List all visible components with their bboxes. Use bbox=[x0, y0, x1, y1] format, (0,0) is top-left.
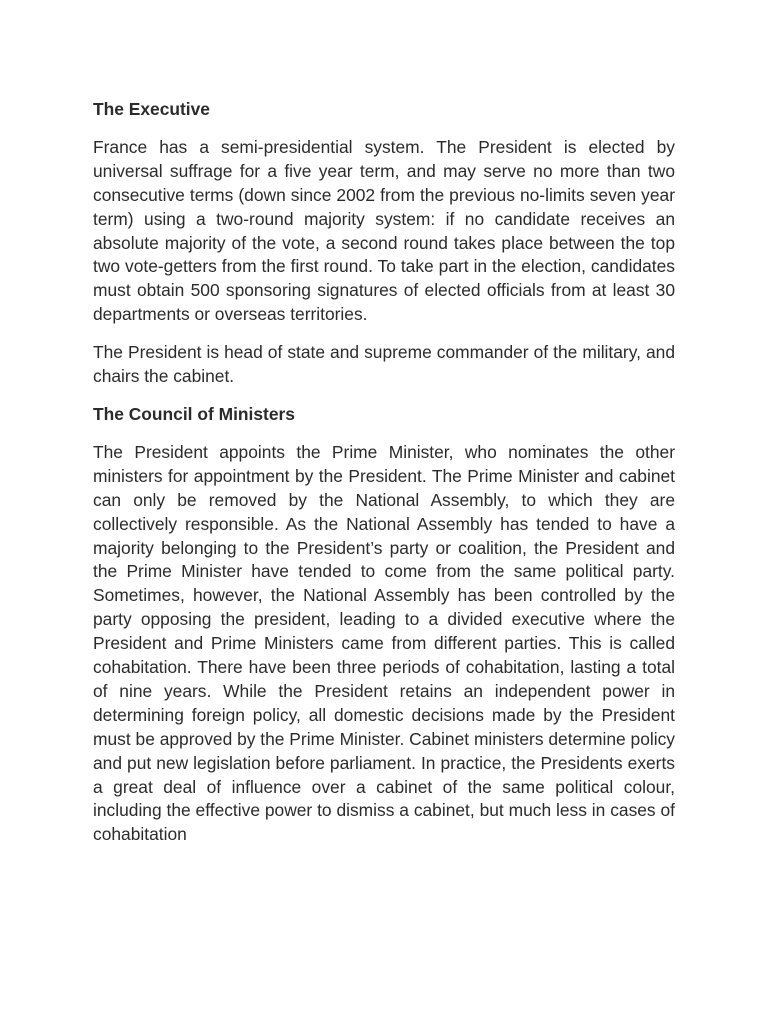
paragraph-council-of-ministers: The President appoints the Prime Minister, who nominates the other ministers for appointment by the President. The Prime Minister and cabinet can only be removed by the National Assembly, to which they are collectively responsible. As the National Assembly has tended to have a majority belonging to the President’s party or coalition, the President and the Prime Minister have tended to come from the same political party. Sometimes, however, the National Assembly has been controlled by the party opposing the president, leading to a divided executive where the President and Prime Ministers came from different parties. This is called cohabitation. There have been three periods of cohabitation, lasting a total of nine years. While the President retains an independent power in determining foreign policy, all domestic decisions made by the President must be approved by the Prime Minister. Cabinet ministers determine policy and put new legislation before parliament. In practice, the Presidents exerts a great deal of influence over a cabinet of the same political colour, including the effective power to dismiss a cabinet, but much less in cases of cohabitation bbox=[93, 441, 675, 845]
paragraph-executive-system: France has a semi-presidential system. The President is elected by universal suffrage for a five year term, and may serve no more than two consecutive terms (down since 2002 from the previous no-limits seven year term) using a two-round majority system: if no candidate receives an absolute majority of the vote, a second round takes place between the top two vote-getters from the first round. To take part in the election, candidates must obtain 500 sponsoring signatures of elected officials from at least 30 departments or overseas territories. bbox=[93, 136, 675, 325]
section-heading-executive: The Executive bbox=[93, 99, 210, 119]
paragraph-executive-head-of-state: The President is head of state and supreme commander of the military, and chairs the cabinet. bbox=[93, 342, 675, 387]
document-page bbox=[93, 98, 675, 861]
section-heading-council-of-ministers: The Council of Ministers bbox=[93, 403, 295, 424]
